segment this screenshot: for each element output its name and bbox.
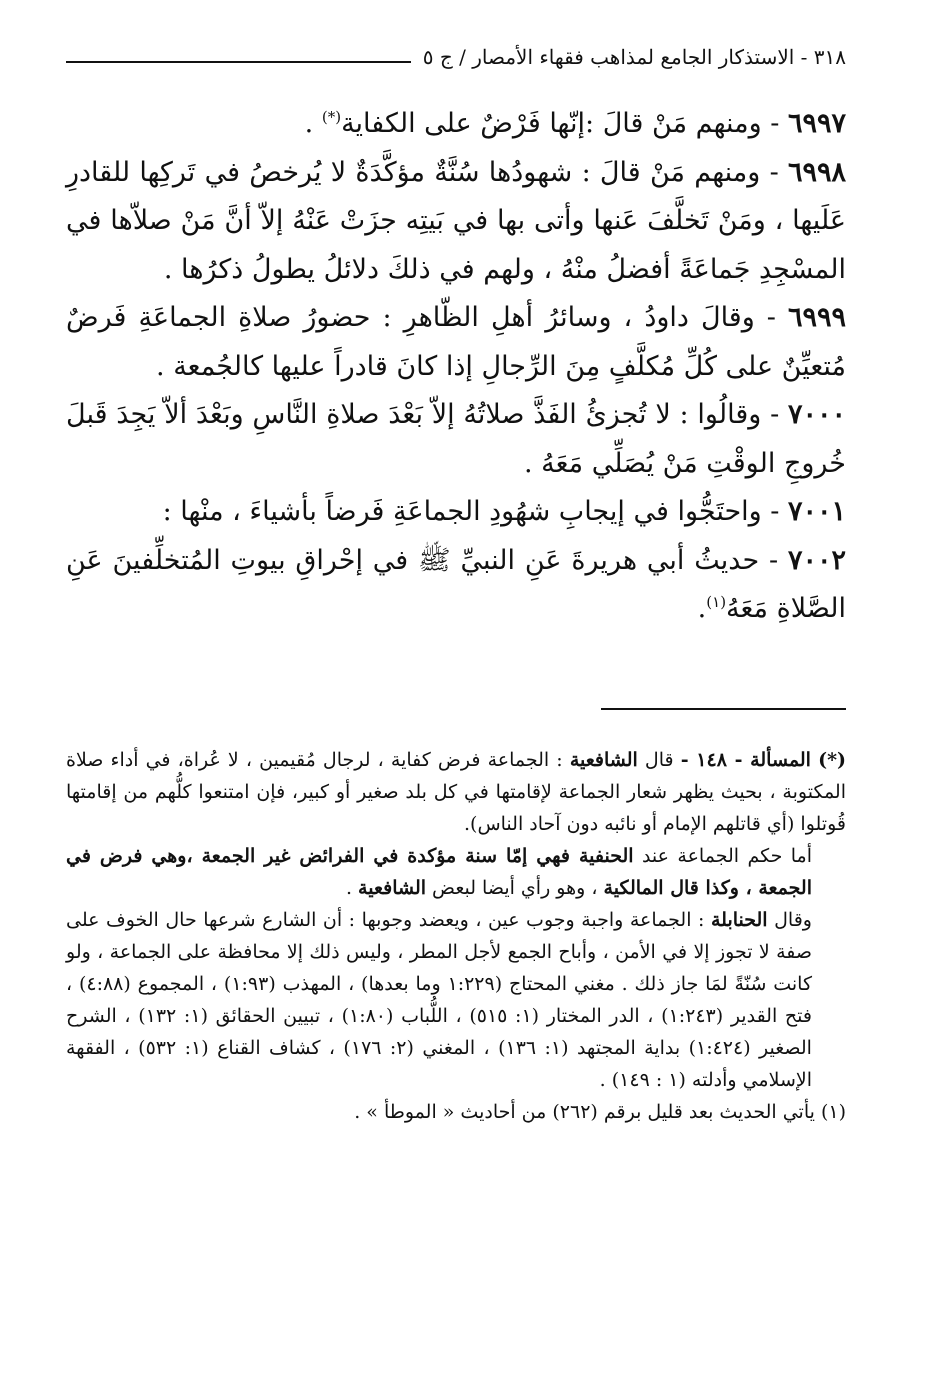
footnote-text: وقال — [767, 909, 812, 931]
paragraph-end: . — [697, 593, 707, 624]
footnote-text: أما حكم الجماعة عند — [633, 845, 812, 867]
paragraph-text: - ومنهم مَنْ قالَ :إنّها فَرْضٌ على الكفاية — [341, 108, 788, 139]
header-text: ٣١٨ - الاستذكار الجامع لمذاهب فقهاء الأمصار / ج ٥ — [422, 45, 846, 69]
footnote-text: قال — [637, 749, 681, 771]
paragraph-text: - ومنهم مَنْ قالَ : شهودُها سُنَّةٌ مؤكَّدَةٌ لا يُرخصُ في تَركِها للقادرِ عَلَيها ، ومَنْ تَخلَّفَ عَنها وأتى بها في بَيتِه جزَتْ عَنْهُ إلاّ أنَّ مَنْ صلاّها في المسْجِدِ جَماعَةً أفضلُ منْهُ ، ولهم في ذلكَ دلائلُ يطولُ ذكرُها . — [66, 156, 846, 285]
school-name: الشافعية — [569, 749, 638, 771]
footnote-mark: (١) — [820, 1101, 846, 1123]
footnote-text: : الجماعة فرض كفاية ، لرجال مُقيمين ، لا عُراة، في أداء صلاة المكتوبة ، بحيث يظهر شعار الجماعة لإقامتها في كل بلد صغير أو كبير، فإن امتنعوا كلُّهم من إقامتها قُوتلوا (أي قاتلهم الإمام أو نائبه دون آحاد الناس). — [66, 749, 846, 835]
paragraph-text: - وقالُوا : لا تُجزئُ الفَذَّ صلاتُهُ إلاّ بَعْدَ صلاةِ النَّاسِ وبَعْدَ ألاّ يَجِدَ قَبلَ خُروجِ الوقْتِ مَنْ يُصَلِّي مَعَهُ . — [66, 399, 846, 479]
paragraph-end: . — [304, 108, 322, 139]
paragraph-number: ٧٠٠٠ — [787, 399, 846, 430]
footnote-text-bold: فهي إمّا سنة مؤكدة في الفرائض غير الجمعة ،وهي فرض في الجمعة ، وكذا قال — [66, 845, 812, 899]
footnote-1 — [66, 1096, 846, 1128]
paragraph-text: - وقالَ داودُ ، وسائرُ أهلِ الظّاهرِ : حضورُ صلاةِ الجماعَةِ فَرضٌ مُتعيِّنٌ على كُلِّ مُكلَّفٍ مِنَ الرِّجالِ إذا كانَ قادراً عليها كالجُمعة . — [66, 302, 846, 382]
footnote-hanbali — [66, 904, 846, 1096]
footnote-hanafi — [66, 840, 846, 904]
paragraph-number: ٦٩٩٩ — [787, 302, 846, 333]
issue-label: المسألة - ١٤٨ - — [680, 749, 811, 771]
paragraph-number: ٧٠٠١ — [787, 496, 846, 527]
paragraph-number: ٦٩٩٨ — [787, 156, 846, 188]
school-name: المالكية — [603, 877, 664, 899]
paragraph-text: - واحتَجُّوا في إيجابِ شهُودِ الجماعَةِ فَرضاً بأشياءَ ، منْها : — [162, 496, 788, 527]
school-name: الشافعية — [358, 877, 427, 899]
footnote-mark: (*) — [321, 108, 342, 126]
paragraph-number: ٧٠٠٢ — [787, 544, 846, 576]
paragraph-7000 — [66, 391, 846, 488]
paragraph-6997 — [66, 100, 846, 149]
paragraph-6998 — [66, 149, 846, 295]
footnotes — [66, 744, 846, 1128]
paragraph-7001 — [66, 488, 846, 537]
footnote-text: يأتي الحديث بعد قليل برقم (٢٦٢) من أحاديث « الموطأ » . — [354, 1101, 821, 1123]
paragraph-7002 — [66, 537, 846, 634]
footnote-mark: (١) — [706, 593, 727, 611]
footnote-mark: (*) — [818, 749, 846, 771]
running-header — [66, 42, 846, 72]
header-rule — [66, 61, 411, 63]
school-name: الحنفية — [578, 845, 634, 867]
paragraph-number: ٦٩٩٧ — [787, 108, 846, 139]
school-name: الحنابلة — [710, 909, 768, 931]
footnote-text: ، وهو رأي أيضا لبعض — [426, 877, 604, 899]
footnote-separator — [601, 708, 846, 710]
footnote-text: : الجماعة واجبة وجوب عين ، ويعضد وجوبها : أن الشارع شرعها حال الخوف على صفة لا تجوز إلا في الأمن ، وأباح الجمع لأجل المطر ، وليس ذلك إلا محافظة على الجماعة ، ولو كانت سُنّةً لمَا جاز ذلك . مغني المحتاج (١:٢٢٩ وما بعدها) ، المهذب (١:٩٣) ، المجموع (٤:٨٨) ، فتح القدير (١:٢٤٣) ، الدر المختار (١: ٥١٥) ، اللُّباب (١:٨٠) ، تبيين الحقائق (١: ١٣٢) ، الشرح الصغير (١:٤٢٤) بداية المجتهد (١: ١٣٦) ، المغني (٢: ١٧٦) ، كشاف القناع (١: ٥٣٢) ، الفقهة الإسلامي وأدلته (١ : ١٤٩) . — [66, 909, 812, 1091]
footnote-star — [66, 744, 846, 840]
main-text — [66, 100, 846, 634]
paragraph-6999 — [66, 294, 846, 391]
paragraph-text: - حديثُ أبي هريرةَ عَنِ النبيِّ ﷺ في إحْراقِ بيوتِ المُتخلِّفينَ عَنِ الصَّلاةِ مَعَهُ — [66, 544, 846, 624]
footnote-text: . — [345, 877, 359, 899]
